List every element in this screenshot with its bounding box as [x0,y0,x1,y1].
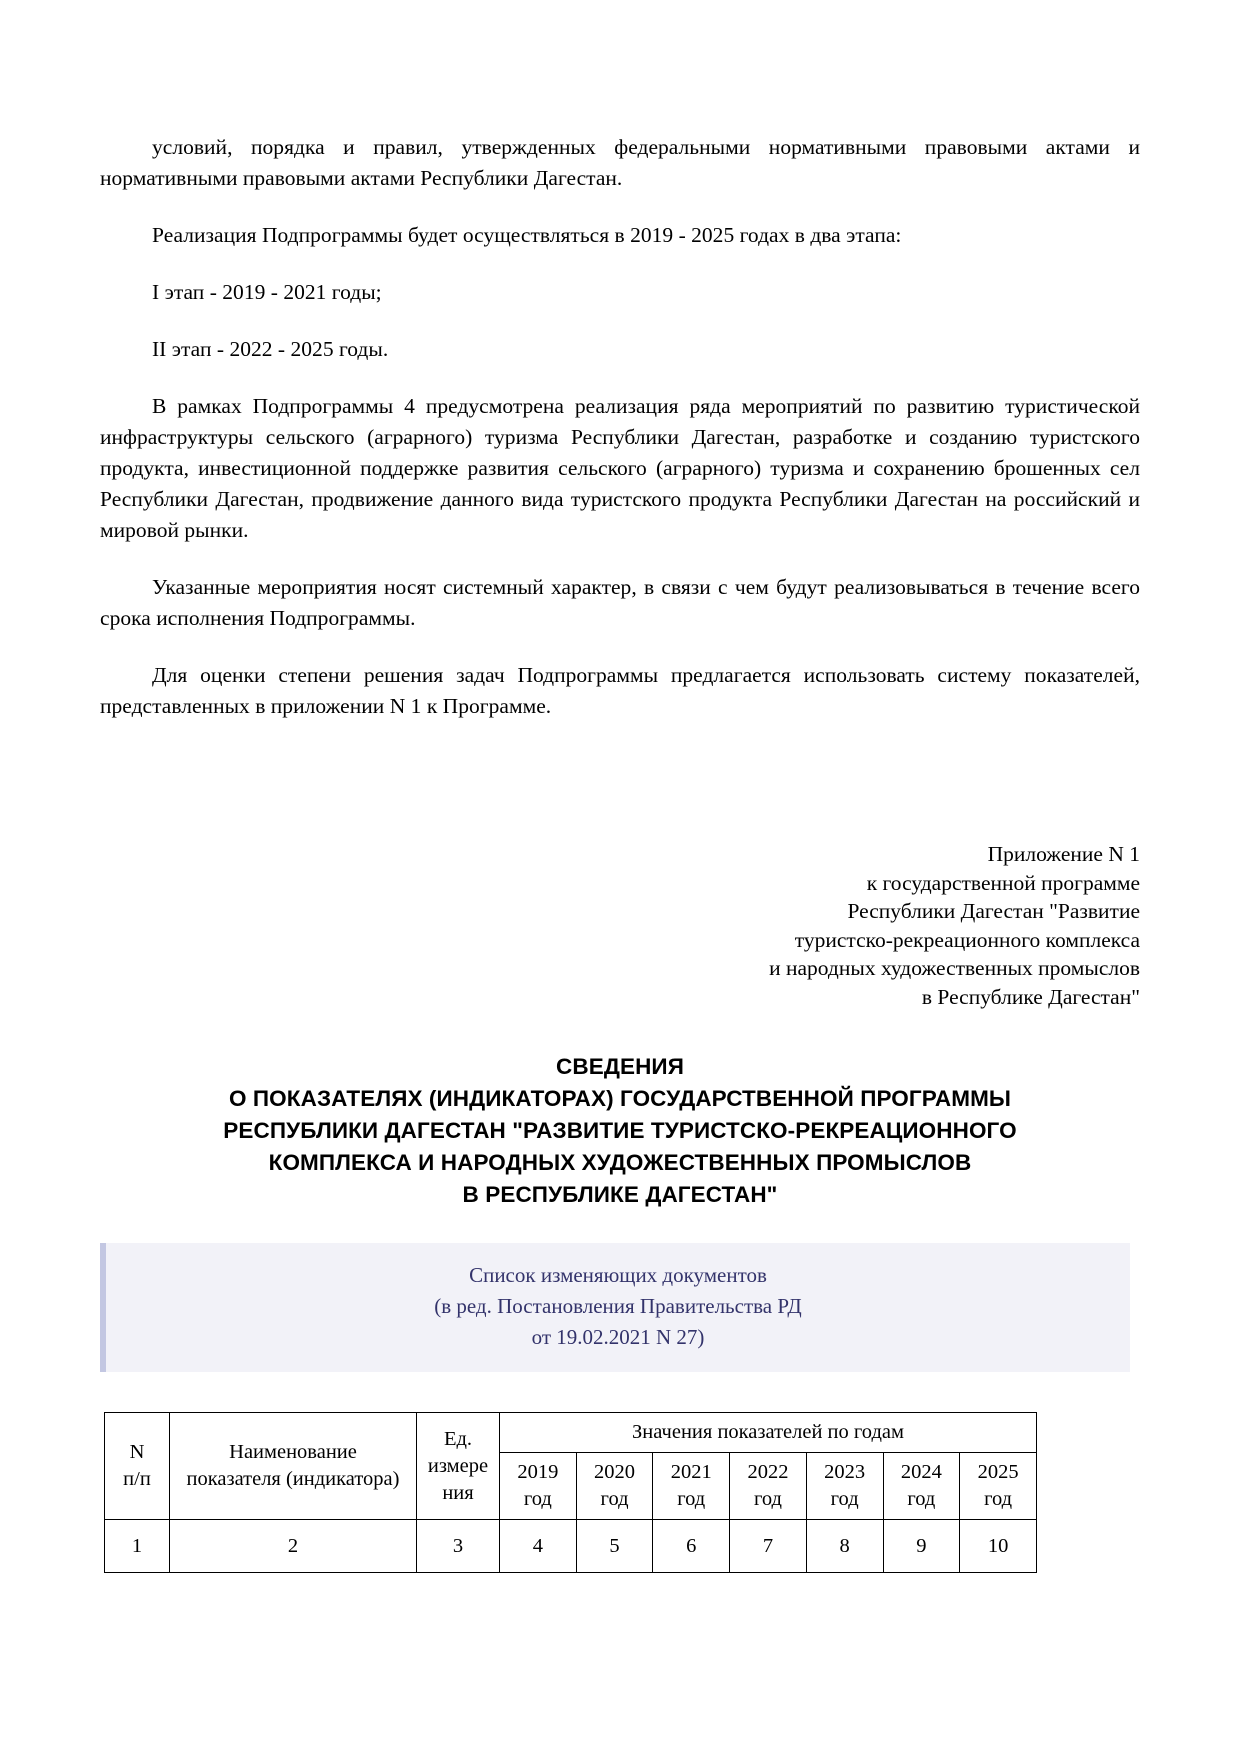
appendix-reference-block [100,840,1140,1011]
page-title [100,1051,1140,1211]
year-suffix-2025: год [984,1488,1013,1510]
column-number-4: 4 [500,1520,577,1573]
changing-documents-box [100,1243,1130,1372]
table-header-row-main [105,1413,1037,1453]
header-cell-year-2023 [806,1453,883,1520]
header-cell-indicator-name [170,1413,417,1520]
header-unit-line-3: ния [442,1481,474,1504]
header-cell-year-2024 [883,1453,960,1520]
body-text-section [100,132,1140,722]
indicators-table [104,1412,1037,1573]
indicators-table-wrapper [100,1412,1140,1573]
header-cell-year-2022 [730,1453,807,1520]
year-suffix-2022: год [753,1488,782,1510]
title-line-2: О ПОКАЗАТЕЛЯХ (ИНДИКАТОРАХ) ГОСУДАРСТВЕННОЙ ПРОГРАММЫ [228,1086,1012,1111]
header-unit-line-2: измере [427,1454,489,1477]
title-line-1: СВЕДЕНИЯ [556,1054,684,1079]
header-number-line-1: N [129,1441,145,1463]
title-line-4: КОМПЛЕКСА И НАРОДНЫХ ХУДОЖЕСТВЕННЫХ ПРОМЫСЛОВ [268,1150,972,1175]
paragraph-conditions: условий, порядка и правил, утвержденных федеральными нормативными правовыми актами и нормативными правовыми актами Республики Дагестан. [100,135,1140,190]
header-cell-years-group: Значения показателей по годам [500,1413,1037,1453]
appendix-line-6: в Республике Дагестан" [921,984,1140,1009]
column-number-7: 7 [730,1520,807,1573]
paragraph-stage-2: II этап - 2022 - 2025 годы. [152,337,389,361]
header-name-line-1: Наименование [229,1441,357,1463]
appendix-line-4: туристско-рекреационного комплекса [794,927,1140,952]
header-cell-year-2020 [576,1453,653,1520]
table-head [105,1413,1037,1520]
column-number-5: 5 [576,1520,653,1573]
column-number-1: 1 [105,1520,170,1573]
header-number-line-2: п/п [123,1468,151,1490]
column-number-8: 8 [806,1520,883,1573]
column-number-3: 3 [417,1520,500,1573]
year-value-2021: 2021 [670,1461,712,1483]
year-value-2023: 2023 [824,1461,866,1483]
year-value-2019: 2019 [517,1461,559,1483]
column-number-6: 6 [653,1520,730,1573]
changes-box-line-3: от 19.02.2021 N 27) [531,1325,705,1349]
column-number-9: 9 [883,1520,960,1573]
column-number-10: 10 [960,1520,1037,1573]
appendix-line-5: и народных художественных промыслов [769,956,1140,980]
year-value-2025: 2025 [977,1461,1019,1483]
year-suffix-2019: год [523,1488,552,1510]
title-line-5: В РЕСПУБЛИКЕ ДАГЕСТАН" [462,1182,778,1207]
header-cell-year-2025 [960,1453,1037,1520]
year-suffix-2020: год [600,1488,629,1510]
table-body [105,1520,1037,1573]
header-name-line-2: показателя (индикатора) [186,1468,400,1490]
paragraph-stage-1: I этап - 2019 - 2021 годы; [152,280,382,304]
year-suffix-2021: год [677,1488,706,1510]
paragraph-implementation-period: Реализация Подпрограммы будет осуществляться в 2019 - 2025 годах в два этапа: [152,223,902,247]
column-number-2: 2 [170,1520,417,1573]
year-value-2020: 2020 [594,1461,636,1483]
paragraph-indicators-reference: Для оценки степени решения задач Подпрограммы предлагается использовать систему показателей, представленных в приложении N 1 к Программе. [100,663,1140,718]
paragraph-subprogram-4-measures: В рамках Подпрограммы 4 предусмотрена реализация ряда мероприятий по развитию туристической инфраструктуры сельского (аграрного) туризма Республики Дагестан, разработке и созданию туристского продукта, инвестиционной поддержке развития сельского (аграрного) туризма и сохранению брошенных сел Республики Дагестан, продвижение данного вида туристского продукта Республики Дагестан на российский и мировой рынки. [100,394,1140,542]
appendix-line-3: Республики Дагестан "Развитие [847,899,1140,923]
changes-box-line-2: (в ред. Постановления Правительства РД [434,1294,802,1318]
paragraph-systemic-character: Указанные мероприятия носят системный характер, в связи с чем будут реализовываться в течение всего срока исполнения Подпрограммы. [100,575,1140,630]
table-row [105,1520,1037,1573]
header-cell-year-2021 [653,1453,730,1520]
header-cell-year-2019 [500,1453,577,1520]
year-value-2024: 2024 [900,1461,942,1483]
year-suffix-2024: год [907,1488,936,1510]
appendix-line-1: Приложение N 1 [987,842,1140,866]
changes-box-line-1: Список изменяющих документов [469,1263,767,1287]
year-value-2022: 2022 [747,1461,789,1483]
appendix-line-2: к государственной программе [866,870,1140,895]
year-suffix-2023: год [830,1488,859,1510]
title-line-3: РЕСПУБЛИКИ ДАГЕСТАН "РАЗВИТИЕ ТУРИСТСКО-РЕКРЕАЦИОННОГО [223,1118,1017,1143]
header-cell-unit [417,1413,500,1520]
header-cell-number [105,1413,170,1520]
header-unit-line-1: Ед. [443,1427,473,1450]
